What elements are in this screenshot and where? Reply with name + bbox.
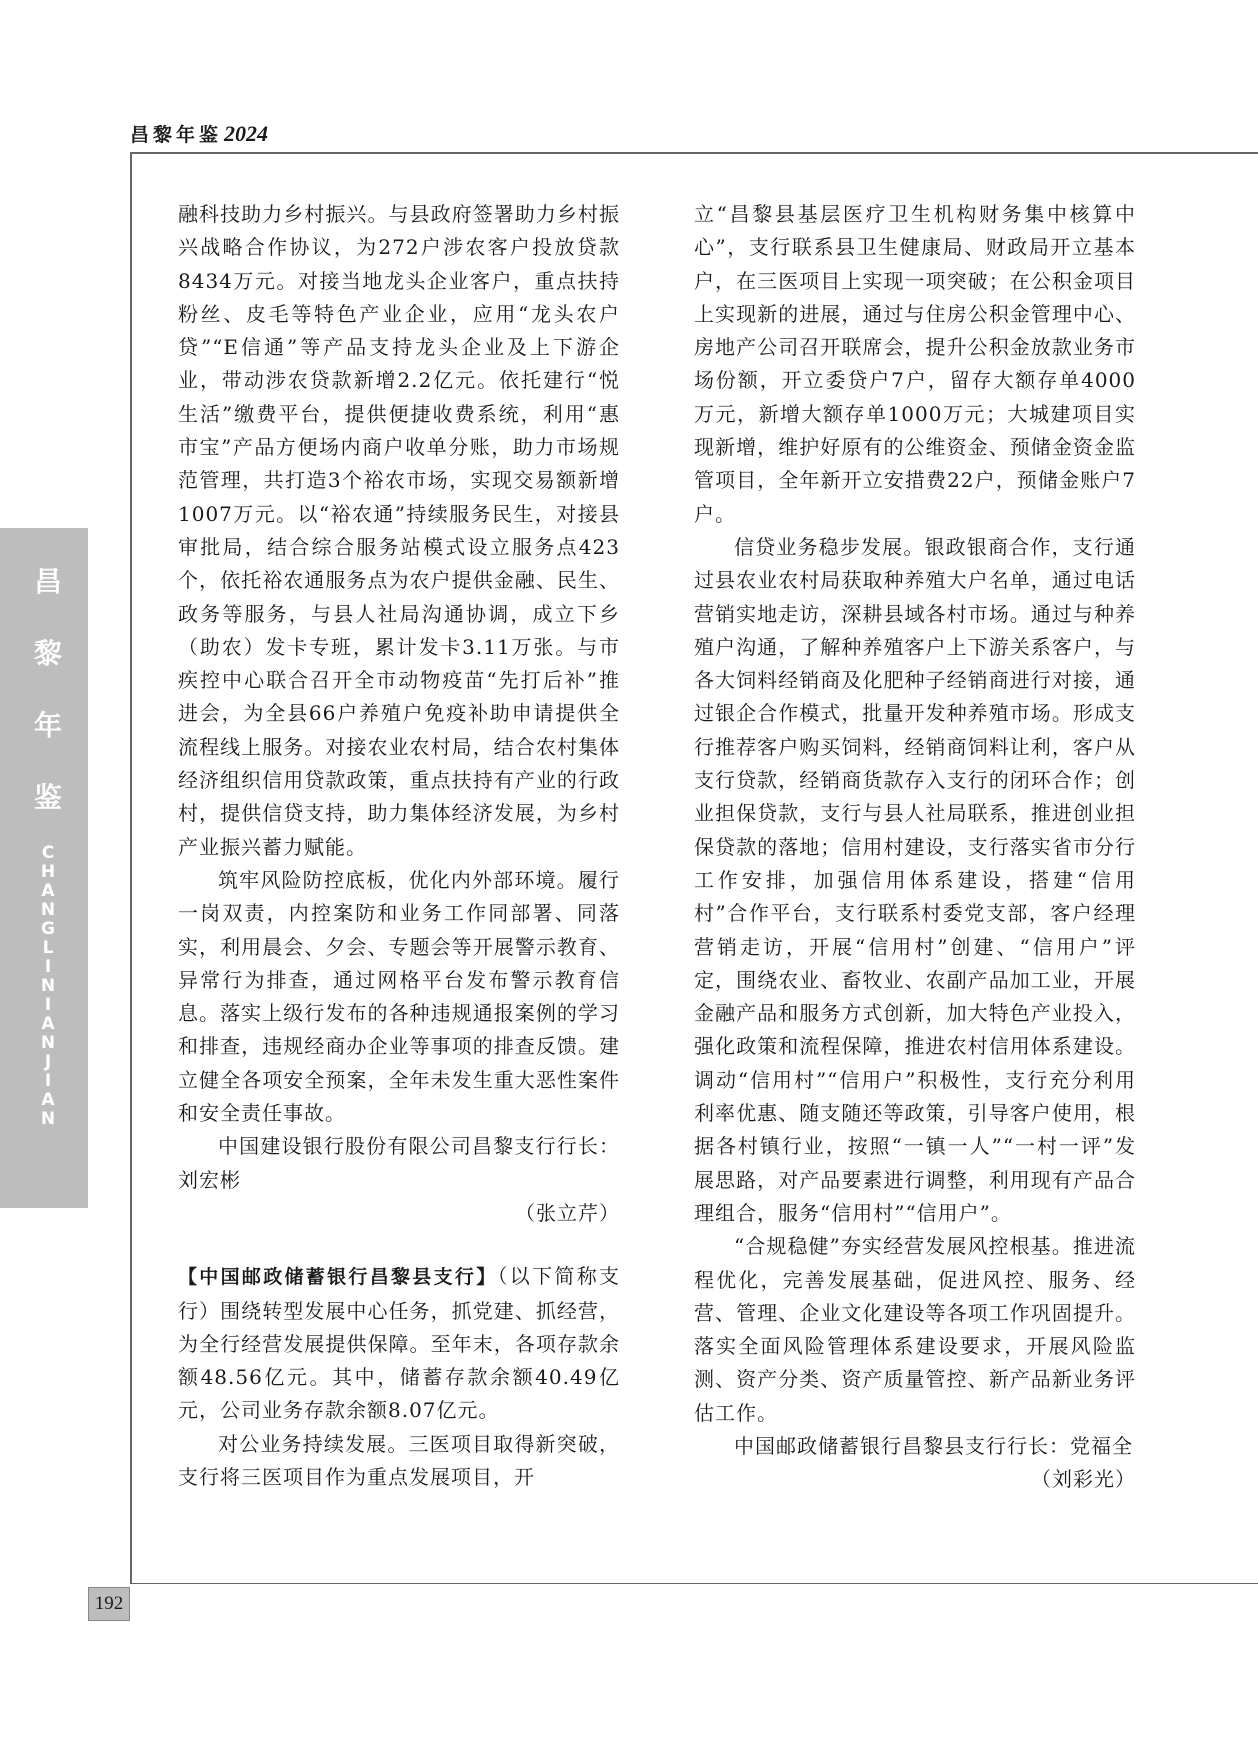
running-header [130, 120, 268, 146]
side-letter: H [40, 862, 56, 882]
side-letter: N [40, 1033, 56, 1053]
frame-bottom-rule [130, 1583, 1258, 1584]
side-letter: N [40, 900, 56, 920]
side-letter: G [41, 919, 55, 939]
side-char: 鉴 [34, 781, 63, 814]
side-letter: J [44, 1052, 52, 1072]
side-char: 昌 [34, 565, 63, 598]
header-title: 昌黎年鉴 [130, 124, 223, 146]
right-column [694, 198, 1136, 1497]
side-char: 黎 [34, 637, 63, 670]
paragraph: 立“昌黎县基层医疗卫生机构财务集中核算中心”，支行联系县卫生健康局、财政局开立基本户，在三医项目上实现一项突破；在公积金项目上实现新的进展，通过与住房公积金管理中心、房地产公司召开联席会，提升公积金放款业务市场份额，开立委贷户7户，留存大额存单4000万元，新增大额存单1000万元；大城建项目实现新增，维护好原有的公维资金、预储金资金监管项目，全年新开立安措费22户，预储金账户7户。 [694, 202, 1136, 526]
side-tab-en [38, 845, 58, 1128]
side-letter: A [41, 881, 55, 901]
side-letter: N [40, 1109, 56, 1129]
frame-left-rule [130, 152, 132, 1584]
side-letter: N [40, 976, 56, 996]
side-char: 年 [34, 709, 63, 742]
frame-top-rule [130, 152, 1258, 154]
header-year: 2024 [224, 121, 269, 146]
paragraph: 信贷业务稳步发展。银政银商合作，支行通过县农业农村局获取种养殖大户名单，通过电话营销实地走访，深耕县域各村市场。通过与种养殖户沟通，了解种养殖客户上下游关系客户，与各大饲料经销商及化肥种子经销商进行对接，通过银企合作模式，批量开发种养殖市场。形成支行推荐客户购买饲料，经销商饲料让利，客户从支行贷款，经销商货款存入支行的闭环合作；创业担保贷款，支行与县人社局联系，推进创业担保贷款的落地；信用村建设，支行落实省市分行工作安排，加强信用体系建设，搭建“信用村”合作平台，支行联系村委党支部，客户经理营销走访，开展“信用村”创建、“信用户”评定，围绕农业、畜牧业、农副产品加工业，开展金融产品和服务方式创新，加大特色产业投入，强化政策和流程保障，推进农村信用体系建设。调动“信用村”“信用户”积极性，支行充分利用利率优惠、随支随还等政策，引导客户使用，根据各村镇行业，按照“一镇一人”“一村一评”发展思路，对产品要素进行调整，利用现有产品合理组合，服务“信用村”“信用户”。 [694, 534, 1136, 1225]
section-spacer [178, 1230, 620, 1260]
side-letter: L [42, 938, 54, 958]
section-paragraph [178, 1260, 620, 1427]
signature-line: 中国邮政储蓄银行昌黎县支行行长：党福全 [734, 1433, 1133, 1458]
side-letter: I [44, 957, 52, 977]
paragraph: 融科技助力乡村振兴。与县政府签署助力乡村振兴战略合作协议，为272户涉农客户投放贷款8434万元。对接当地龙头企业客户，重点扶持粉丝、皮毛等特色产业企业，应用“龙头农户贷”“E信通”等产品支持龙头企业及上下游企业，带动涉农贷款新增2.2亿元。依托建行“悦生活”缴费平台，提供便捷收费系统，利用“惠市宝”产品方便场内商户收单分账，助力市场规范管理，共打造3个裕农市场，实现交易额新增1007万元。以“裕农通”持续服务民生，对接县审批局，结合综合服务站模式设立服务点423个，依托裕农通服务点为农户提供金融、民生、政务等服务，与县人社局沟通协调，成立下乡（助农）发卡专班，累计发卡3.11万张。与市疾控中心联合召开全市动物疫苗“先打后补”推进会，为全县66户养殖户免疫补助申请提供全流程线上服务。对接农业农村局，结合农村集体经济组织信用贷款政策，重点扶持有产业的行政村，提供信贷支持，助力集体经济发展，为乡村产业振兴蓄力赋能。 [178, 202, 620, 859]
section-intro: （以下简称支行）围绕转型发展中心任务，抓党建、抓经营，为全行经营发展提供保障。至年末，各项存款余额48.56亿元。其中，储蓄存款余额40.49亿元，公司业务存款余额8.07亿元。 [178, 1264, 620, 1423]
page-number: 192 [88, 1587, 130, 1621]
side-tab-cn [34, 560, 63, 816]
left-column [178, 198, 620, 1494]
paragraph: “合规稳健”夯实经营发展风控根基。推进流程优化，完善发展基础，促进风控、服务、经营、管理、企业文化建设等各项工作巩固提升。落实全面风险管理体系建设要求，开展风险监测、资产分类、资产质量管控、新产品新业务评估工作。 [694, 1234, 1136, 1425]
side-letter: A [41, 1014, 55, 1034]
side-letter: C [41, 843, 55, 863]
author-credit: （刘彩光） [1031, 1467, 1136, 1492]
paragraph: 筑牢风险防控底板，优化内外部环境。履行一岗双责，内控案防和业务工作同部署、同落实，利用晨会、夕会、专题会等开展警示教育、异常行为排查，通过网格平台发布警示教育信息。落实上级行发布的各种违规通报案例的学习和排查，违规经商办企业等事项的排查反馈。建立健全各项安全预案，全年未发生重大恶性案件和安全责任事故。 [178, 867, 620, 1126]
side-letter: I [44, 995, 52, 1015]
section-title: 【中国邮政储蓄银行昌黎县支行】 [178, 1266, 498, 1289]
side-letter: A [41, 1090, 55, 1110]
side-letter: I [44, 1071, 52, 1091]
paragraph: 对公业务持续发展。三医项目取得新突破，支行将三医项目作为重点发展项目，开 [178, 1431, 620, 1489]
signature-line: 中国建设银行股份有限公司昌黎支行行长：刘宏彬 [178, 1134, 620, 1192]
author-credit: （张立芹） [515, 1200, 620, 1225]
